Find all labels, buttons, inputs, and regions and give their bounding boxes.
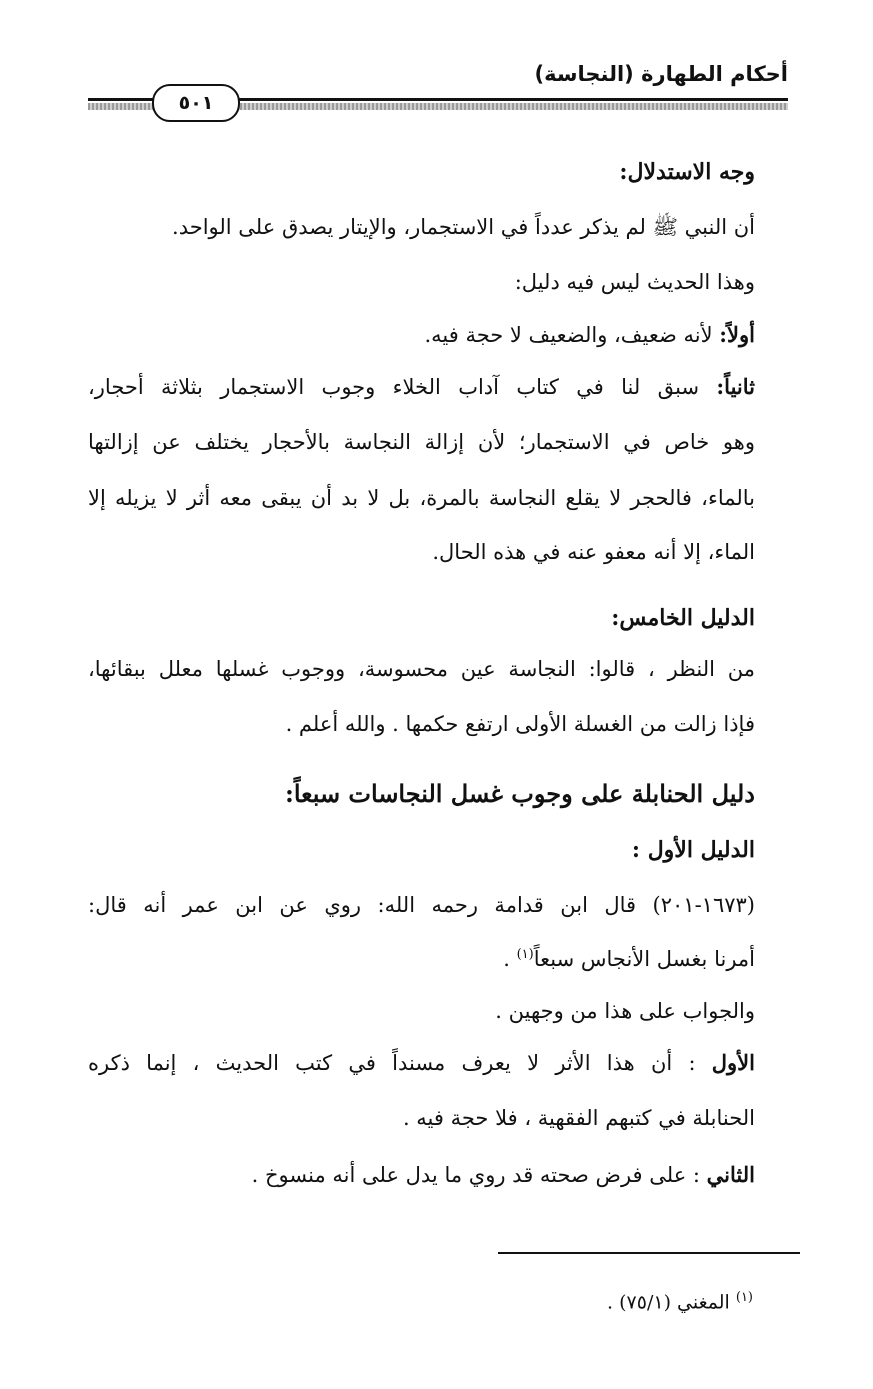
body-line: [424, 321, 755, 349]
footnote-text: المغني (٧٥/١) .: [607, 1291, 736, 1314]
point-text: : أن هذا الأثر لا يعرف مسنداً في كتب الحديث ، إنما ذكره: [88, 1051, 712, 1075]
subheading-first-evidence: الدليل الأول :: [631, 837, 755, 863]
footnote-marker: (١): [735, 1290, 753, 1305]
point-text: : على فرض صحته قد روي ما يدل على أنه منسوخ .: [251, 1163, 707, 1187]
body-line: الحنابلة في كتبهم الفقهية ، فلا حجة فيه .: [402, 1106, 755, 1130]
body-line: والجواب على هذا من وجهين .: [495, 999, 755, 1023]
point-label: الأول: [711, 1050, 755, 1075]
page-header: [88, 58, 788, 128]
page-number: ٥٠١: [178, 92, 214, 114]
point-text: سبق لنا في كتاب آداب الخلاء وجوب الاستجمار بثلاثة أحجار،: [88, 375, 717, 399]
footnote-rule: [498, 1252, 800, 1254]
body-line: من النظر ، قالوا: النجاسة عين محسوسة، ووجوب غسلها معلل ببقائها،: [88, 657, 755, 681]
page-number-badge: [152, 84, 240, 122]
point-text: لأنه ضعيف، والضعيف لا حجة فيه.: [424, 323, 720, 347]
body-line: وهذا الحديث ليس فيه دليل:: [514, 270, 755, 294]
body-line: (١٦٧٣-٢٠١) قال ابن قدامة رحمه الله: روي عن ابن عمر أنه قال:: [88, 893, 755, 917]
subheading-fifth-evidence: الدليل الخامس:: [611, 605, 755, 631]
footnote-ref: (١): [516, 947, 534, 962]
body-line: [503, 941, 755, 973]
point-label: الثاني: [706, 1162, 755, 1187]
subheading-reasoning: وجه الاستدلال:: [619, 159, 755, 185]
quote-end: .: [503, 947, 517, 971]
body-line: وهو خاص في الاستجمار؛ لأن إزالة النجاسة بالأحجار يختلف عن إزالتها: [88, 430, 755, 454]
body-line: أن النبي ﷺ لم يذكر عدداً في الاستجمار، والإيتار يصدق على الواحد.: [172, 215, 755, 239]
point-label: ثانياً:: [716, 374, 755, 399]
body-line: [88, 1049, 755, 1077]
body-line: [88, 373, 755, 401]
point-label: أولاً:: [719, 322, 755, 347]
body-line: فإذا زالت من الغسلة الأولى ارتفع حكمها . والله أعلم .: [285, 712, 755, 736]
body-line: [252, 1161, 755, 1189]
body-line: الماء، إلا أنه معفو عنه في هذه الحال.: [432, 540, 755, 564]
body-line: بالماء، فالحجر لا يقلع النجاسة بالمرة، بل لا بد أن يبقى معه أثر لا يزيله إلا: [88, 486, 755, 510]
footnote: [607, 1290, 753, 1313]
section-heading: دليل الحنابلة على وجوب غسل النجاسات سبعاً:: [284, 779, 755, 808]
quote-text: أمرنا بغسل الأنجاس سبعاً: [533, 947, 755, 971]
book-title: أحكام الطهارة (النجاسة): [534, 62, 788, 86]
